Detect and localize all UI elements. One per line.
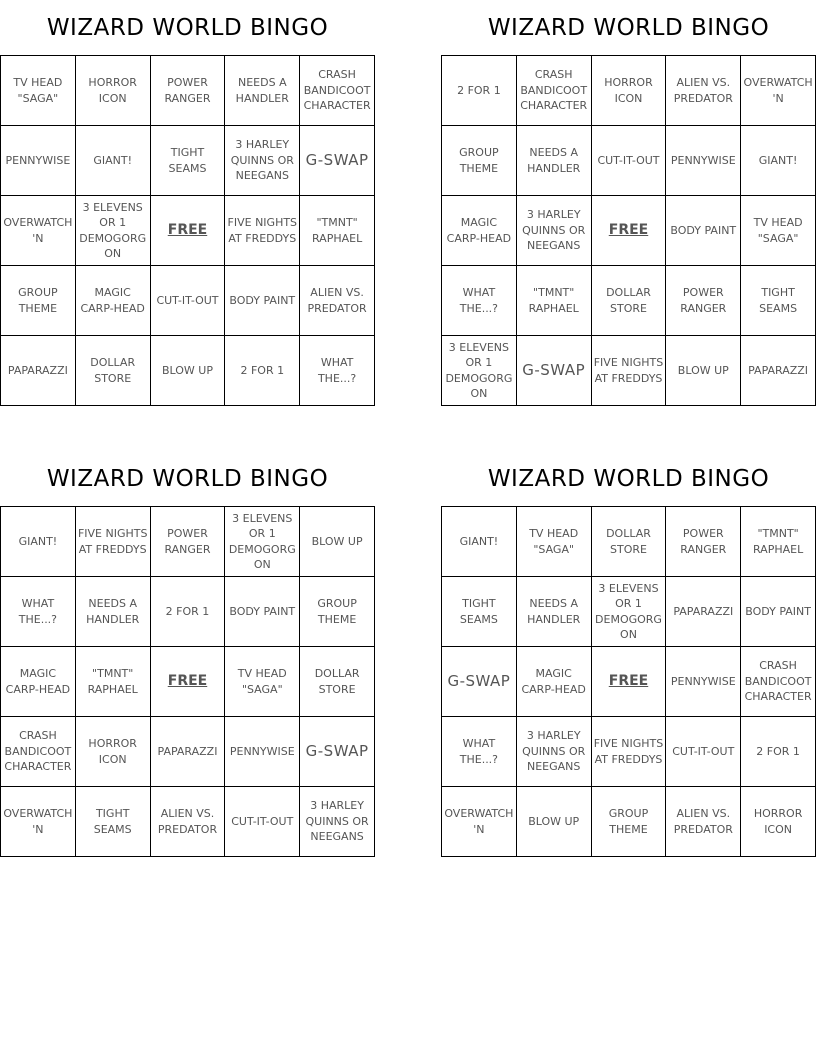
bingo-cell: BLOW UP xyxy=(666,336,741,406)
bingo-cell: PENNYWISE xyxy=(666,126,741,196)
bingo-cell: WHAT THE...? xyxy=(442,266,517,336)
bingo-cell: HORROR ICON xyxy=(741,787,816,857)
bingo-cell: CUT-IT-OUT xyxy=(225,787,300,857)
bingo-cell: TIGHT SEAMS xyxy=(151,126,226,196)
bingo-cell: 3 HARLEY QUINNS OR NEEGANS xyxy=(517,196,592,266)
card-title: WIZARD WORLD BINGO xyxy=(487,15,770,41)
bingo-cell: OVERWATCH 'N xyxy=(1,196,76,266)
bingo-cell: 3 ELEVENS OR 1 DEMOGORG ON xyxy=(442,336,517,406)
bingo-cell: GIANT! xyxy=(76,126,151,196)
bingo-cell: 2 FOR 1 xyxy=(225,336,300,406)
bingo-cell: CUT-IT-OUT xyxy=(666,717,741,787)
bingo-cell: DOLLAR STORE xyxy=(592,507,667,577)
bingo-cell: DOLLAR STORE xyxy=(300,647,375,717)
bingo-cell: 2 FOR 1 xyxy=(741,717,816,787)
bingo-cell: TIGHT SEAMS xyxy=(741,266,816,336)
bingo-cell: CRASH BANDICOOT CHARACTER xyxy=(1,717,76,787)
bingo-cell: MAGIC CARP-HEAD xyxy=(442,196,517,266)
bingo-cell: TV HEAD "SAGA" xyxy=(741,196,816,266)
bingo-cell: BLOW UP xyxy=(151,336,226,406)
bingo-cell: PAPARAZZI xyxy=(741,336,816,406)
bingo-cell: NEEDS A HANDLER xyxy=(517,126,592,196)
bingo-cell: TV HEAD "SAGA" xyxy=(225,647,300,717)
bingo-cell: GIANT! xyxy=(1,507,76,577)
bingo-cell: "TMNT" RAPHAEL xyxy=(517,266,592,336)
bingo-cell: POWER RANGER xyxy=(666,266,741,336)
bingo-cell: FIVE NIGHTS AT FREDDYS xyxy=(592,717,667,787)
bingo-cell: POWER RANGER xyxy=(151,56,226,126)
bingo-cell: NEEDS A HANDLER xyxy=(225,56,300,126)
bingo-cell: ALIEN VS. PREDATOR xyxy=(666,787,741,857)
bingo-cell: PAPARAZZI xyxy=(666,577,741,647)
bingo-cell: PAPARAZZI xyxy=(151,717,226,787)
bingo-cell: CRASH BANDICOOT CHARACTER xyxy=(517,56,592,126)
bingo-cell: 3 ELEVENS OR 1 DEMOGORG ON xyxy=(225,507,300,577)
bingo-cell: ALIEN VS. PREDATOR xyxy=(300,266,375,336)
card-title: WIZARD WORLD BINGO xyxy=(46,15,329,41)
bingo-cell: POWER RANGER xyxy=(666,507,741,577)
bingo-grid xyxy=(0,55,375,406)
bingo-grid xyxy=(441,506,816,857)
bingo-cell: WHAT THE...? xyxy=(300,336,375,406)
free-space-cell: FREE xyxy=(592,196,667,266)
bingo-cell: GIANT! xyxy=(442,507,517,577)
free-space-cell: FREE xyxy=(151,647,226,717)
bingo-cell: BLOW UP xyxy=(300,507,375,577)
bingo-cell: HORROR ICON xyxy=(76,717,151,787)
bingo-cell: HORROR ICON xyxy=(592,56,667,126)
bingo-cell: DOLLAR STORE xyxy=(76,336,151,406)
bingo-cell: BODY PAINT xyxy=(225,266,300,336)
bingo-cell: TV HEAD "SAGA" xyxy=(1,56,76,126)
card-title: WIZARD WORLD BINGO xyxy=(487,466,770,492)
bingo-cell: FIVE NIGHTS AT FREDDYS xyxy=(225,196,300,266)
bingo-cell: CUT-IT-OUT xyxy=(592,126,667,196)
bingo-cell: GIANT! xyxy=(741,126,816,196)
bingo-cell: WHAT THE...? xyxy=(1,577,76,647)
bingo-cell: CRASH BANDICOOT CHARACTER xyxy=(741,647,816,717)
bingo-cell: G-SWAP xyxy=(517,336,592,406)
bingo-cell: OVERWATCH 'N xyxy=(1,787,76,857)
bingo-cell: CRASH BANDICOOT CHARACTER xyxy=(300,56,375,126)
bingo-cell: POWER RANGER xyxy=(151,507,226,577)
bingo-cell: 2 FOR 1 xyxy=(151,577,226,647)
bingo-cell: MAGIC CARP-HEAD xyxy=(76,266,151,336)
bingo-cell: GROUP THEME xyxy=(300,577,375,647)
bingo-cell: 2 FOR 1 xyxy=(442,56,517,126)
bingo-cell: 3 HARLEY QUINNS OR NEEGANS xyxy=(225,126,300,196)
bingo-cell: G-SWAP xyxy=(442,647,517,717)
bingo-cell: OVERWATCH 'N xyxy=(741,56,816,126)
bingo-cell: OVERWATCH 'N xyxy=(442,787,517,857)
bingo-cell: BODY PAINT xyxy=(225,577,300,647)
bingo-cell: GROUP THEME xyxy=(592,787,667,857)
bingo-cell: MAGIC CARP-HEAD xyxy=(517,647,592,717)
bingo-cell: G-SWAP xyxy=(300,717,375,787)
bingo-cell: PENNYWISE xyxy=(666,647,741,717)
bingo-cell: ALIEN VS. PREDATOR xyxy=(666,56,741,126)
bingo-grid xyxy=(0,506,375,857)
bingo-cell: CUT-IT-OUT xyxy=(151,266,226,336)
bingo-cell: ALIEN VS. PREDATOR xyxy=(151,787,226,857)
bingo-cell: PAPARAZZI xyxy=(1,336,76,406)
bingo-cell: FIVE NIGHTS AT FREDDYS xyxy=(76,507,151,577)
bingo-cell: "TMNT" RAPHAEL xyxy=(76,647,151,717)
bingo-cell: TIGHT SEAMS xyxy=(76,787,151,857)
bingo-grid xyxy=(441,55,816,406)
bingo-cell: NEEDS A HANDLER xyxy=(517,577,592,647)
bingo-cell: 3 HARLEY QUINNS OR NEEGANS xyxy=(300,787,375,857)
bingo-cell: BODY PAINT xyxy=(666,196,741,266)
bingo-cell: PENNYWISE xyxy=(225,717,300,787)
bingo-cell: "TMNT" RAPHAEL xyxy=(300,196,375,266)
bingo-cell: NEEDS A HANDLER xyxy=(76,577,151,647)
bingo-cell: FIVE NIGHTS AT FREDDYS xyxy=(592,336,667,406)
bingo-cell: 3 ELEVENS OR 1 DEMOGORG ON xyxy=(592,577,667,647)
free-space-cell: FREE xyxy=(592,647,667,717)
bingo-cell: HORROR ICON xyxy=(76,56,151,126)
bingo-cell: MAGIC CARP-HEAD xyxy=(1,647,76,717)
bingo-cell: G-SWAP xyxy=(300,126,375,196)
bingo-cell: WHAT THE...? xyxy=(442,717,517,787)
bingo-cell: DOLLAR STORE xyxy=(592,266,667,336)
bingo-cell: 3 ELEVENS OR 1 DEMOGORG ON xyxy=(76,196,151,266)
bingo-cell: 3 HARLEY QUINNS OR NEEGANS xyxy=(517,717,592,787)
bingo-cell: GROUP THEME xyxy=(442,126,517,196)
bingo-cell: GROUP THEME xyxy=(1,266,76,336)
bingo-cell: TV HEAD "SAGA" xyxy=(517,507,592,577)
bingo-cell: BODY PAINT xyxy=(741,577,816,647)
bingo-cell: BLOW UP xyxy=(517,787,592,857)
bingo-cell: PENNYWISE xyxy=(1,126,76,196)
bingo-cell: TIGHT SEAMS xyxy=(442,577,517,647)
card-title: WIZARD WORLD BINGO xyxy=(46,466,329,492)
free-space-cell: FREE xyxy=(151,196,226,266)
bingo-cell: "TMNT" RAPHAEL xyxy=(741,507,816,577)
